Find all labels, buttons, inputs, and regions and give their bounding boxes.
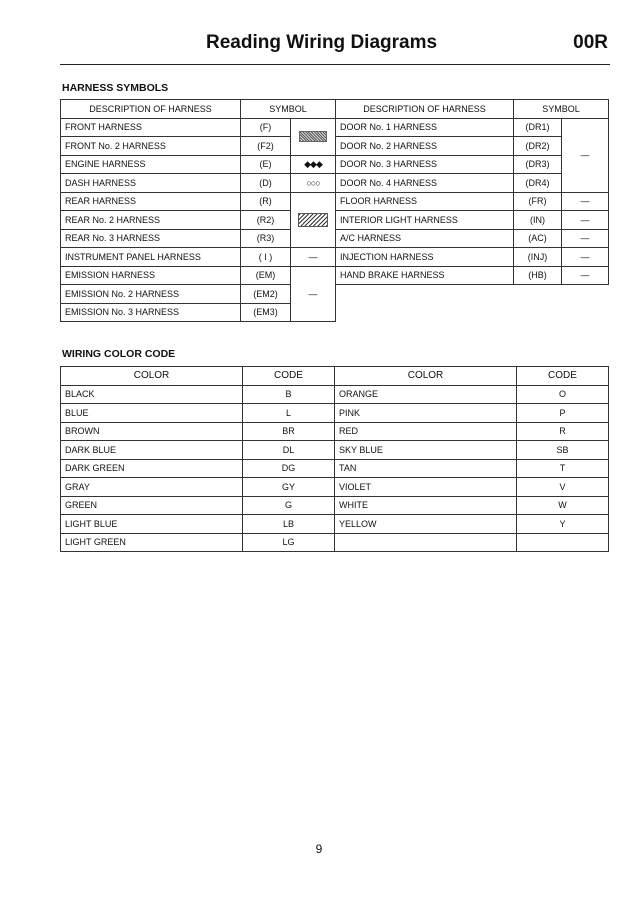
color-name: BLUE <box>61 404 243 423</box>
table-row <box>61 404 609 423</box>
color-name: WHITE <box>335 496 517 515</box>
column-header: DESCRIPTION OF HARNESS <box>336 100 514 119</box>
table-row <box>61 248 609 267</box>
engine-harness-symbol <box>291 155 336 174</box>
column-header: CODE <box>517 367 609 386</box>
color-name: VIOLET <box>335 478 517 497</box>
color-code: SB <box>517 441 609 460</box>
color-code: W <box>517 496 609 515</box>
harness-code: (DR1) <box>514 118 562 137</box>
harness-name: DOOR No. 4 HARNESS <box>336 174 514 193</box>
color-code: GY <box>243 478 335 497</box>
color-code: DG <box>243 459 335 478</box>
harness-name: EMISSION HARNESS <box>61 266 241 285</box>
table-row <box>61 385 609 404</box>
table-row <box>61 118 609 137</box>
color-code: DL <box>243 441 335 460</box>
harness-name: EMISSION No. 3 HARNESS <box>61 303 241 322</box>
table-row <box>61 422 609 441</box>
section-code: 00R <box>573 32 608 53</box>
color-name: GRAY <box>61 478 243 497</box>
harness-code: (EM2) <box>241 285 291 304</box>
harness-name: DASH HARNESS <box>61 174 241 193</box>
page-title: Reading Wiring Diagrams <box>206 32 438 53</box>
harness-code: (IN) <box>514 211 562 230</box>
color-name: YELLOW <box>335 515 517 534</box>
harness-code: (AC) <box>514 229 562 248</box>
harness-name: INTERIOR LIGHT HARNESS <box>336 211 514 230</box>
harness-symbols-table <box>60 99 609 322</box>
harness-name: FRONT No. 2 HARNESS <box>61 137 241 156</box>
harness-code: (R2) <box>241 211 291 230</box>
table-row <box>61 459 609 478</box>
diamond-pattern-icon: ◆◆◆ <box>304 158 322 169</box>
harness-symbol: — <box>562 248 609 267</box>
harness-symbol: — <box>562 229 609 248</box>
harness-code: (F2) <box>241 137 291 156</box>
color-code: LG <box>243 533 335 552</box>
harness-code: (INJ) <box>514 248 562 267</box>
column-header: COLOR <box>335 367 517 386</box>
page-header <box>60 30 610 65</box>
color-code: P <box>517 404 609 423</box>
harness-symbol: — <box>562 192 609 211</box>
column-header: SYMBOL <box>514 100 609 119</box>
color-code: V <box>517 478 609 497</box>
dotted-pattern-icon <box>299 131 327 142</box>
circle-pattern-icon: ○○○ <box>306 177 320 188</box>
color-name: SKY BLUE <box>335 441 517 460</box>
harness-name: REAR No. 2 HARNESS <box>61 211 241 230</box>
color-code: BR <box>243 422 335 441</box>
harness-name: DOOR No. 1 HARNESS <box>336 118 514 137</box>
harness-name: ENGINE HARNESS <box>61 155 241 174</box>
color-code: G <box>243 496 335 515</box>
table-row <box>61 478 609 497</box>
harness-code: (FR) <box>514 192 562 211</box>
color-name: TAN <box>335 459 517 478</box>
color-name <box>335 533 517 552</box>
table-header-row <box>61 100 609 119</box>
harness-heading: HARNESS SYMBOLS <box>62 82 169 94</box>
wiring-color-code-table <box>60 366 609 552</box>
color-code: R <box>517 422 609 441</box>
table-row <box>61 155 609 174</box>
column-header: CODE <box>243 367 335 386</box>
harness-name: HAND BRAKE HARNESS <box>336 266 514 285</box>
harness-name: REAR No. 3 HARNESS <box>61 229 241 248</box>
harness-name: DOOR No. 3 HARNESS <box>336 155 514 174</box>
harness-symbol: — <box>291 248 336 267</box>
table-row <box>61 496 609 515</box>
color-code <box>517 533 609 552</box>
color-name: BLACK <box>61 385 243 404</box>
table-row <box>61 174 609 193</box>
harness-name: REAR HARNESS <box>61 192 241 211</box>
color-code: T <box>517 459 609 478</box>
harness-symbol: — <box>562 266 609 285</box>
color-name: LIGHT BLUE <box>61 515 243 534</box>
color-name: LIGHT GREEN <box>61 533 243 552</box>
harness-code: (DR2) <box>514 137 562 156</box>
harness-name: FLOOR HARNESS <box>336 192 514 211</box>
color-code: LB <box>243 515 335 534</box>
harness-code: ( I ) <box>241 248 291 267</box>
harness-code: (E) <box>241 155 291 174</box>
emission-harness-symbol: — <box>291 266 336 322</box>
harness-name: FRONT HARNESS <box>61 118 241 137</box>
harness-code: (DR3) <box>514 155 562 174</box>
harness-code: (R3) <box>241 229 291 248</box>
table-row <box>61 533 609 552</box>
harness-code: (F) <box>241 118 291 137</box>
color-name: PINK <box>335 404 517 423</box>
column-header: SYMBOL <box>241 100 336 119</box>
color-name: DARK GREEN <box>61 459 243 478</box>
color-name: ORANGE <box>335 385 517 404</box>
harness-name: EMISSION No. 2 HARNESS <box>61 285 241 304</box>
page-number: 9 <box>315 842 323 856</box>
harness-code: (R) <box>241 192 291 211</box>
front-harness-symbol <box>291 118 336 155</box>
color-name: DARK BLUE <box>61 441 243 460</box>
table-row <box>61 266 609 285</box>
color-name: BROWN <box>61 422 243 441</box>
color-code: B <box>243 385 335 404</box>
door-harness-symbol: — <box>562 118 609 192</box>
harness-code: (EM) <box>241 266 291 285</box>
rear-harness-symbol <box>291 192 336 248</box>
table-row <box>61 515 609 534</box>
column-header: COLOR <box>61 367 243 386</box>
harness-code: (EM3) <box>241 303 291 322</box>
harness-name: INJECTION HARNESS <box>336 248 514 267</box>
table-row <box>61 441 609 460</box>
color-code: L <box>243 404 335 423</box>
hatched-pattern-icon <box>298 213 328 227</box>
harness-name: INSTRUMENT PANEL HARNESS <box>61 248 241 267</box>
harness-code: (D) <box>241 174 291 193</box>
harness-symbol: — <box>562 211 609 230</box>
harness-code: (HB) <box>514 266 562 285</box>
column-header: DESCRIPTION OF HARNESS <box>61 100 241 119</box>
table-row <box>61 192 609 211</box>
harness-name: DOOR No. 2 HARNESS <box>336 137 514 156</box>
harness-name: A/C HARNESS <box>336 229 514 248</box>
table-header-row <box>61 367 609 386</box>
color-code-heading: WIRING COLOR CODE <box>62 348 176 360</box>
color-code: O <box>517 385 609 404</box>
color-name: GREEN <box>61 496 243 515</box>
harness-code: (DR4) <box>514 174 562 193</box>
color-name: RED <box>335 422 517 441</box>
color-code: Y <box>517 515 609 534</box>
dash-harness-symbol <box>291 174 336 193</box>
